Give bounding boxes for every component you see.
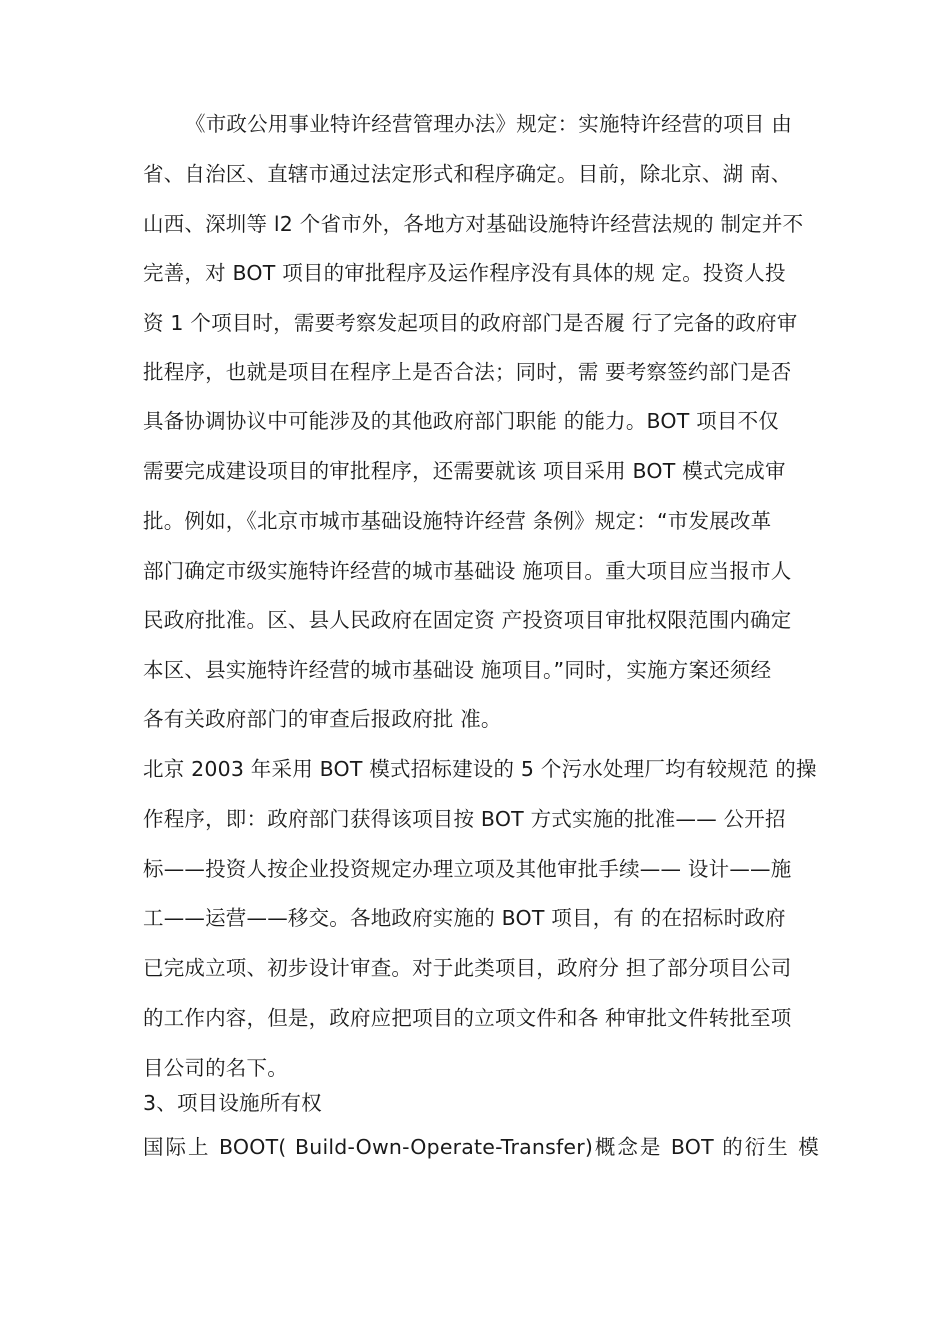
paragraph-1-line-6: 批程序，也就是项目在程序上是否合法；同时，需 要考察签约部门是否 xyxy=(143,360,792,384)
paragraph-2-line-1: 北京 2003 年采用 BOT 模式招标建设的 5 个污水处理厂均有较规范 的操 xyxy=(143,757,817,781)
paragraph-1-line-4: 完善，对 BOT 项目的审批程序及运作程序没有具体的规 定。投资人投 xyxy=(143,261,786,285)
paragraph-1-line-7: 具备协调协议中可能涉及的其他政府部门职能 的能力。BOT 项目不仅 xyxy=(143,409,779,433)
paragraph-2-line-2: 作程序，即：政府部门获得该项目按 BOT 方式实施的批准—— 公开招 xyxy=(143,807,786,831)
paragraph-1-line-10: 部门确定市级实施特许经营的城市基础设 施项目。重大项目应当报市人 xyxy=(143,559,792,583)
paragraph-1-line-1: 《市政公用事业特许经营管理办法》规定：实施特许经营的项目 由 xyxy=(185,112,793,136)
paragraph-1-line-12: 本区、县实施特许经营的城市基础设 施项目。”同时，实施方案还须经 xyxy=(143,658,772,682)
paragraph-2-line-6: 的工作内容，但是，政府应把项目的立项文件和各 种审批文件转批至项 xyxy=(143,1006,792,1030)
paragraph-2-line-4: 工——运营——移交。各地政府实施的 BOT 项目，有 的在招标时政府 xyxy=(143,906,786,930)
section-heading-3: 3、项目设施所有权 xyxy=(143,1091,322,1115)
paragraph-1-line-2: 省、自治区、直辖市通过法定形式和程序确定。目前，除北京、湖 南、 xyxy=(143,162,792,186)
paragraph-1-line-9: 批。例如，《北京市城市基础设施特许经营 条例》规定：“市发展改革 xyxy=(143,509,772,533)
paragraph-3-line-1: 国际上 BOOT( Build-Own-Operate-Transfer)概念是 BOT 的衍生 模 xyxy=(143,1135,819,1159)
paragraph-2-line-3: 标——投资人按企业投资规定办理立项及其他审批手续—— 设计——施 xyxy=(143,857,792,881)
paragraph-1-line-5: 资 1 个项目时，需要考察发起项目的政府部门是否履 行了完备的政府审 xyxy=(143,311,798,335)
paragraph-1-line-11: 民政府批准。区、县人民政府在固定资 产投资项目审批权限范围内确定 xyxy=(143,608,792,632)
paragraph-2-line-7: 目公司的名下。 xyxy=(143,1056,288,1080)
paragraph-2-line-5: 已完成立项、初步设计审查。对于此类项目，政府分 担了部分项目公司 xyxy=(143,956,792,980)
paragraph-1-line-13: 各有关政府部门的审查后报政府批 准。 xyxy=(143,707,502,731)
paragraph-1-line-8: 需要完成建设项目的审批程序，还需要就该 项目采用 BOT 模式完成审 xyxy=(143,459,786,483)
paragraph-1-line-3: 山西、深圳等 l2 个省市外，各地方对基础设施特许经营法规的 制定并不 xyxy=(143,212,804,236)
